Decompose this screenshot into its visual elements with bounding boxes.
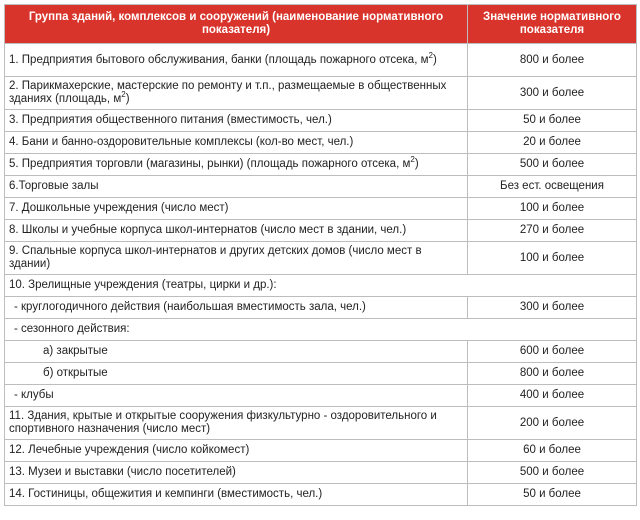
row-label: 4. Бани и банно-оздоровительные комплексы (кол-во мест, чел.) xyxy=(5,132,468,154)
row-label: 2. Парикмахерские, мастерские по ремонту и т.п., размещаемые в общественных зданиях (площадь, $м^2$) xyxy=(5,77,468,110)
row-label: 5. Предприятия торговли (магазины, рынки) (площадь пожарного отсека, $м^2$) xyxy=(5,154,468,176)
table-row xyxy=(5,77,637,110)
table-header-row xyxy=(5,5,637,44)
row-value: Без ест. освещения xyxy=(468,176,637,198)
table-row xyxy=(5,242,637,275)
row-value: 50 и более xyxy=(468,484,637,506)
row-label: 7. Дошкольные учреждения (число мест) xyxy=(5,198,468,220)
table-row xyxy=(5,176,637,198)
row-label: 12. Лечебные учреждения (число койкомест) xyxy=(5,440,468,462)
table-row xyxy=(5,385,637,407)
row-value: 50 и более xyxy=(468,110,637,132)
row-label: а) закрытые xyxy=(5,341,468,363)
table-row xyxy=(5,110,637,132)
table-row xyxy=(5,462,637,484)
row-label: 3. Предприятия общественного питания (вместимость, чел.) xyxy=(5,110,468,132)
row-label: - сезонного действия: xyxy=(5,319,637,341)
table-row xyxy=(5,220,637,242)
row-value: 200 и более xyxy=(468,407,637,440)
row-value: 100 и более xyxy=(468,198,637,220)
row-value: 20 и более xyxy=(468,132,637,154)
table-row xyxy=(5,132,637,154)
row-value: 60 и более xyxy=(468,440,637,462)
row-value: 500 и более xyxy=(468,154,637,176)
norms-table-container xyxy=(4,4,636,506)
row-label: 14. Гостиницы, общежития и кемпинги (вместимость, чел.) xyxy=(5,484,468,506)
table-row xyxy=(5,275,637,297)
header-group: Группа зданий, комплексов и сооружений (наименование нормативного показателя) xyxy=(5,5,468,44)
row-label: - круглогодичного действия (наибольшая вместимость зала, чел.) xyxy=(5,297,468,319)
row-value: 500 и более xyxy=(468,462,637,484)
row-value: 600 и более xyxy=(468,341,637,363)
norms-table xyxy=(4,4,637,506)
row-value: 270 и более xyxy=(468,220,637,242)
table-row xyxy=(5,484,637,506)
row-label: 9. Спальные корпуса школ-интернатов и других детских домов (число мест в здании) xyxy=(5,242,468,275)
row-value: 100 и более xyxy=(468,242,637,275)
row-label: - клубы xyxy=(5,385,468,407)
row-value: 800 и более xyxy=(468,363,637,385)
row-label: 11. Здания, крытые и открытые сооружения физкультурно - оздоровительного и спортивного назначения (число мест) xyxy=(5,407,468,440)
table-row xyxy=(5,154,637,176)
table-row xyxy=(5,319,637,341)
header-value: Значение нормативного показателя xyxy=(468,5,637,44)
table-row xyxy=(5,407,637,440)
row-value: 400 и более xyxy=(468,385,637,407)
table-row xyxy=(5,198,637,220)
row-label: 1. Предприятия бытового обслуживания, банки (площадь пожарного отсека, $м^2$) xyxy=(5,44,468,77)
table-row xyxy=(5,297,637,319)
row-value: 800 и более xyxy=(468,44,637,77)
row-label: б) открытые xyxy=(5,363,468,385)
table-row xyxy=(5,44,637,77)
row-label: 10. Зрелищные учреждения (театры, цирки и др.): xyxy=(5,275,637,297)
table-row xyxy=(5,363,637,385)
row-label: 13. Музеи и выставки (число посетителей) xyxy=(5,462,468,484)
row-label: 8. Школы и учебные корпуса школ-интернатов (число мест в здании, чел.) xyxy=(5,220,468,242)
row-value: 300 и более xyxy=(468,297,637,319)
row-value: 300 и более xyxy=(468,77,637,110)
table-row xyxy=(5,440,637,462)
table-row xyxy=(5,341,637,363)
row-label: 6.Торговые залы xyxy=(5,176,468,198)
